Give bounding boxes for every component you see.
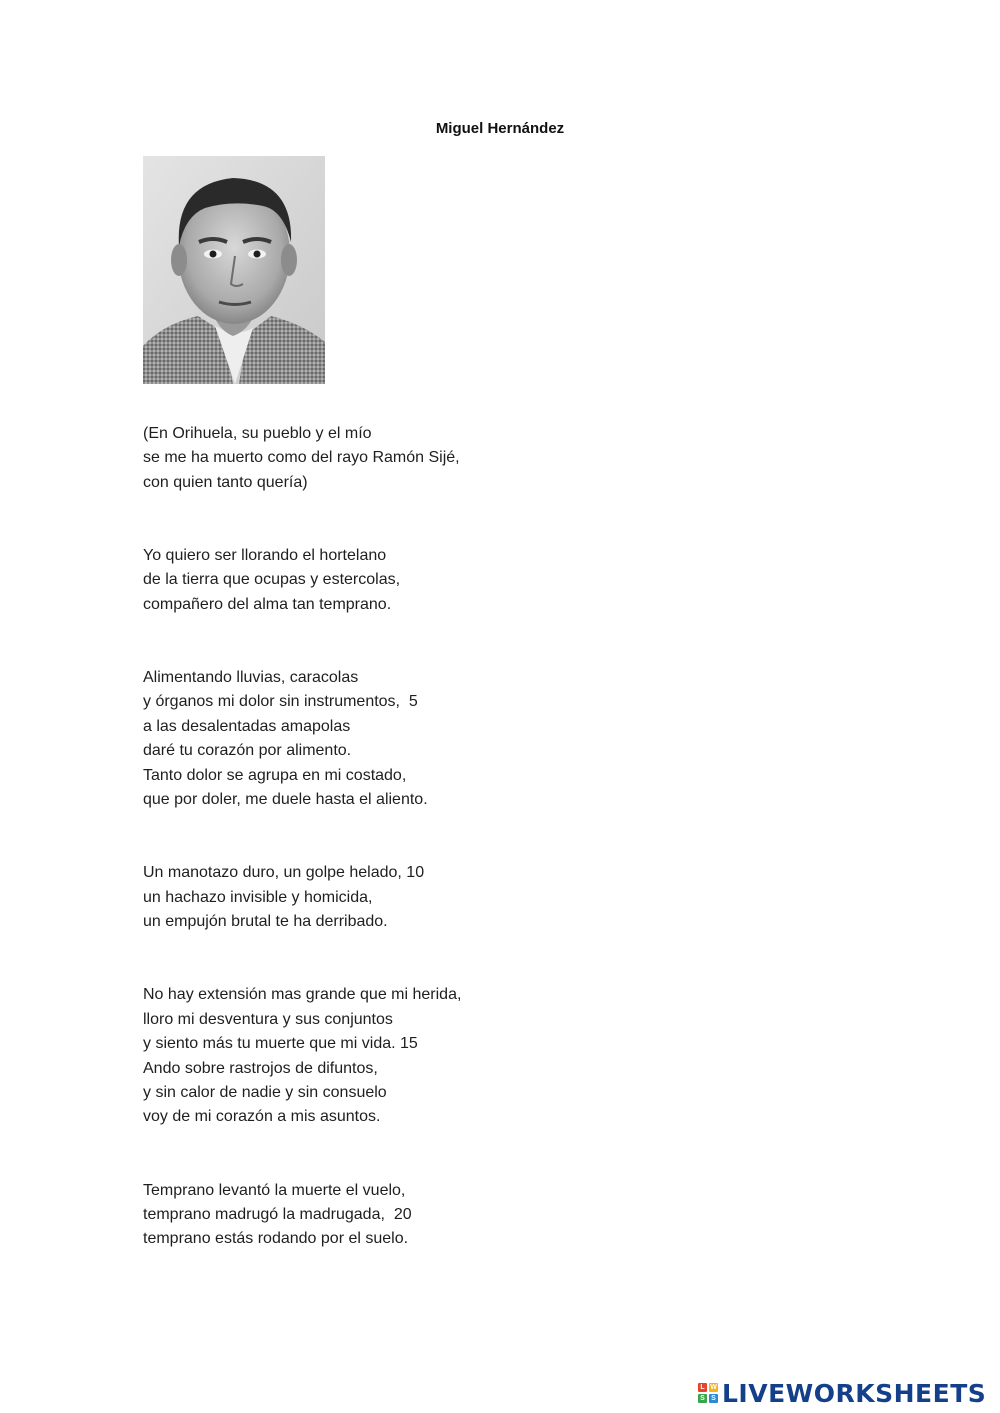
stanza-4 (143, 861, 663, 934)
logo-tile: S (698, 1394, 707, 1403)
stanza-5 (143, 983, 663, 1129)
page-title: Miguel Hernández (435, 120, 565, 137)
logo-text: LIVEWORKSHEETS (722, 1378, 987, 1408)
poem-line: compañero del alma tan temprano. (143, 595, 392, 613)
poem-line: que por doler, me duele hasta el aliento. (143, 791, 428, 809)
poem-line: voy de mi corazón a mis asuntos. (143, 1108, 381, 1126)
poem-line: temprano madrugó la madrugada, 20 (143, 1205, 412, 1223)
stanza-3 (143, 666, 663, 812)
poem-line: a las desalentadas amapolas (143, 717, 351, 735)
poem-line: Ando sobre rastrojos de difuntos, (143, 1059, 378, 1077)
poem-line: lloro mi desventura y sus conjuntos (143, 1010, 393, 1028)
stanza-2 (143, 544, 663, 617)
portrait-image (143, 156, 325, 384)
poem-line: No hay extensión mas grande que mi herida, (143, 986, 462, 1004)
poem-line: temprano estás rodando por el suelo. (143, 1230, 409, 1248)
poem-line: un empujón brutal te ha derribado. (143, 913, 388, 931)
poem-line: y sin calor de nadie y sin consuelo (143, 1083, 387, 1101)
logo-tile: W (710, 1384, 717, 1391)
poem-line: Tanto dolor se agrupa en mi costado, (143, 766, 407, 784)
logo-tiles-icon (698, 1383, 718, 1403)
liveworksheets-logo[interactable] (698, 1378, 986, 1408)
poem-line: de la tierra que ocupas y estercolas, (143, 571, 401, 589)
poem-line: con quien tanto quería) (143, 473, 308, 491)
logo-tile: L (698, 1383, 707, 1392)
poem-line: y órganos mi dolor sin instrumentos, 5 (143, 693, 418, 711)
logo-tile: S (709, 1394, 718, 1403)
poem-line: y siento más tu muerte que mi vida. 15 (143, 1035, 418, 1053)
poem-line: daré tu corazón por alimento. (143, 742, 352, 760)
poem-line: se me ha muerto como del rayo Ramón Sijé, (143, 449, 460, 467)
stanza-6 (143, 1179, 663, 1252)
poem-line: un hachazo invisible y homicida, (143, 888, 373, 906)
portrait-photo (143, 156, 325, 384)
poem-line: Yo quiero ser llorando el hortelano (143, 547, 387, 565)
poem-line: Un manotazo duro, un golpe helado, 10 (143, 864, 425, 882)
poem-line: Alimentando lluvias, caracolas (143, 669, 359, 687)
poem (143, 422, 663, 1252)
stanza-1 (143, 422, 663, 495)
poem-line: Temprano levantó la muerte el vuelo, (143, 1181, 406, 1199)
poem-line: (En Orihuela, su pueblo y el mío (143, 425, 372, 442)
